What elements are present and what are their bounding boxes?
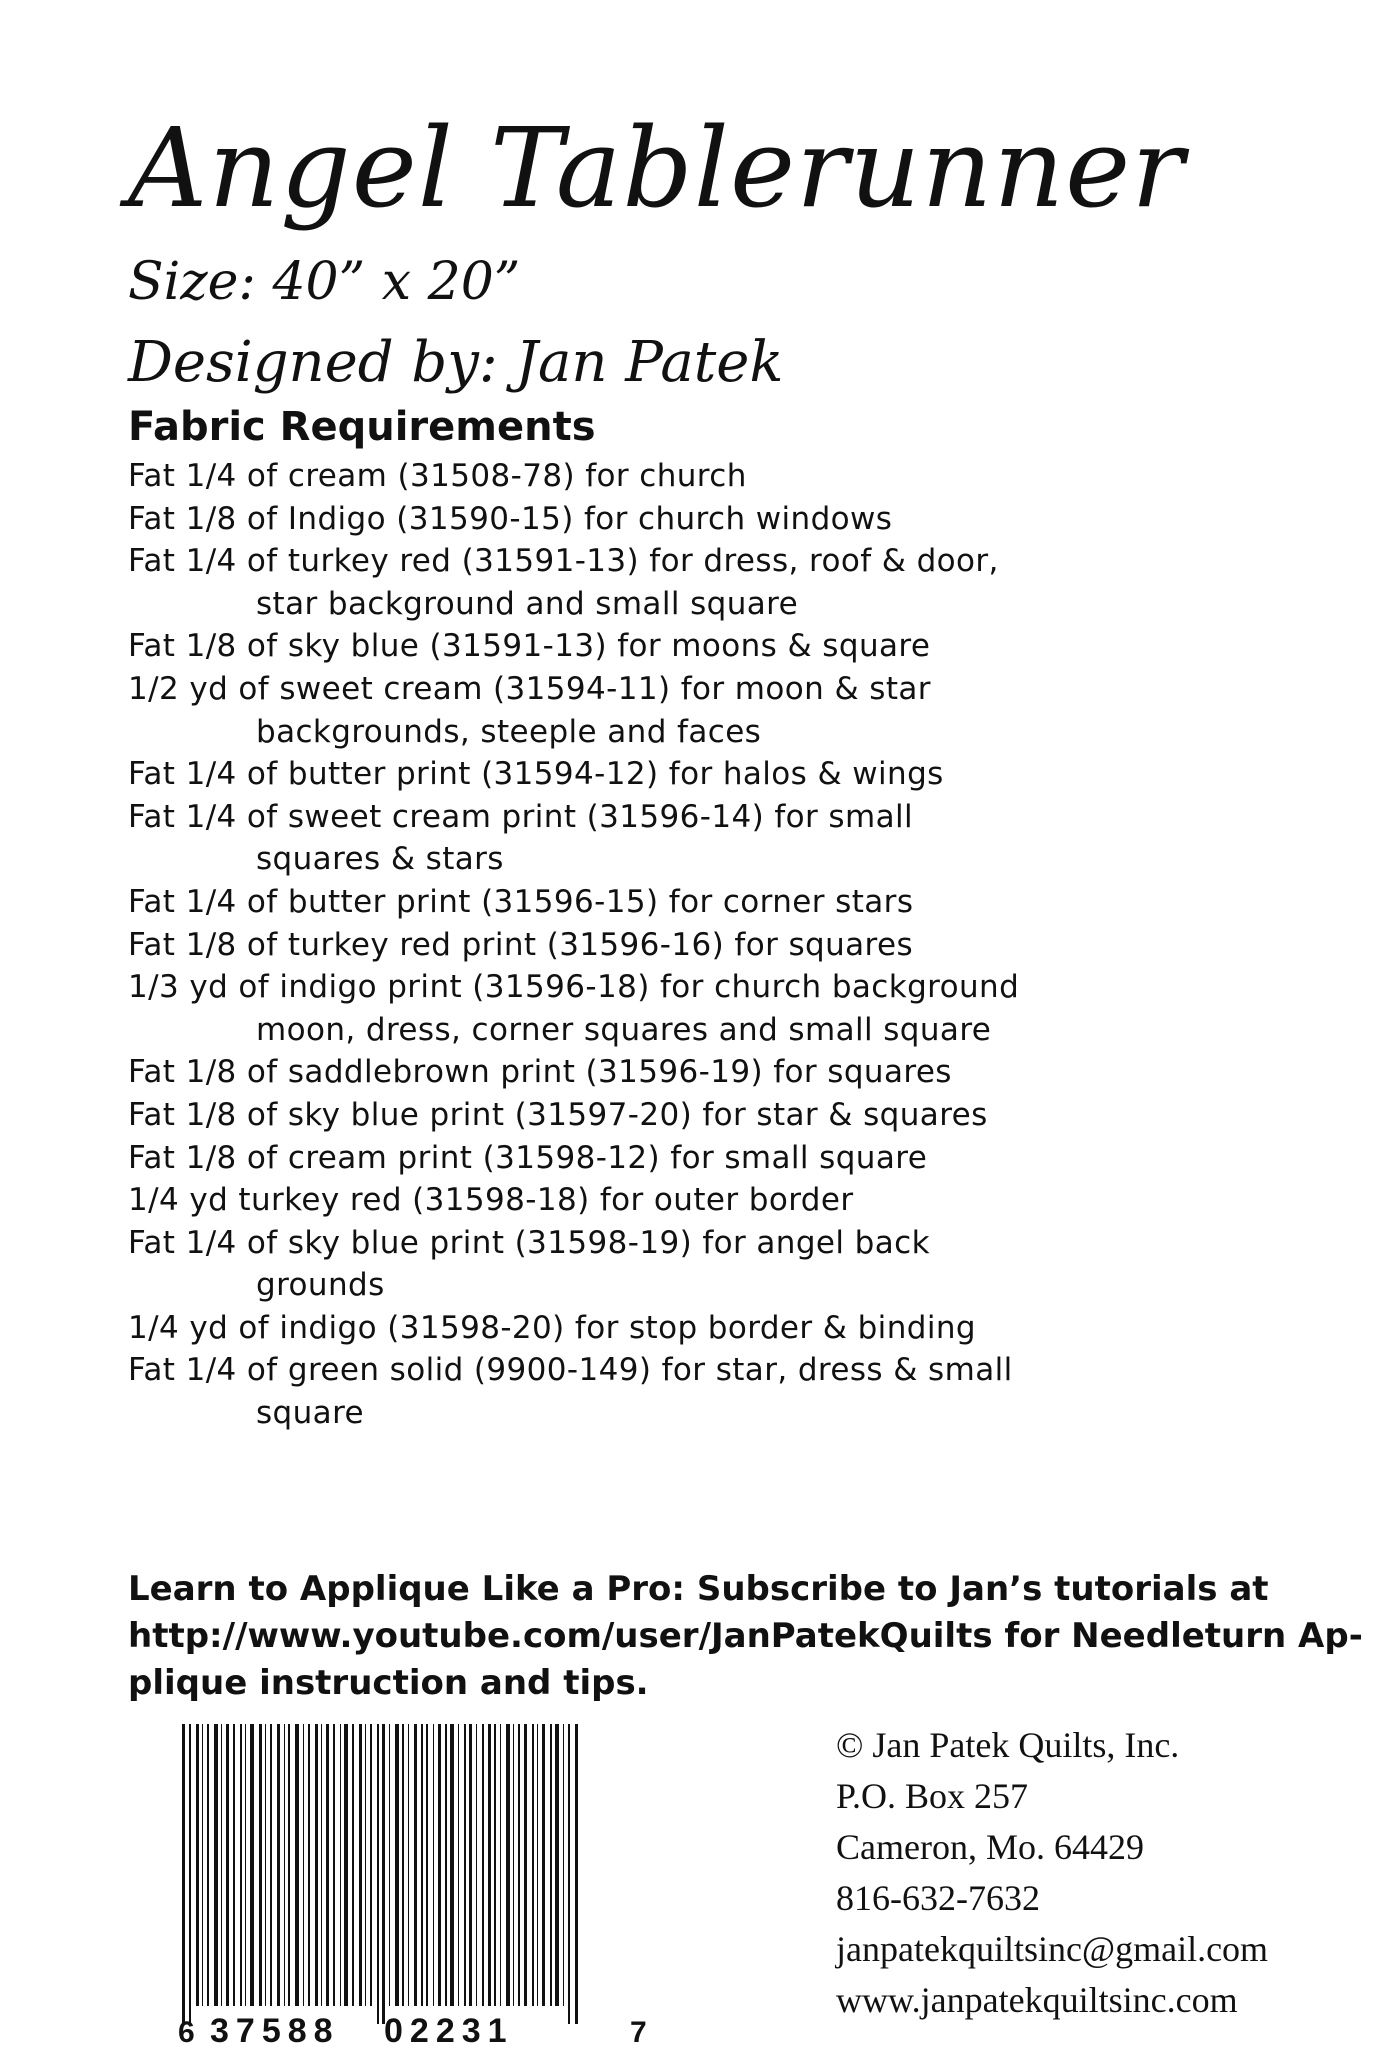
fabric-requirement-text: 1/4 yd of indigo (31598-20) for stop border & binding xyxy=(128,1309,976,1346)
fabric-requirement-item xyxy=(128,498,1019,541)
fabric-requirement-item xyxy=(128,924,1019,967)
fabric-requirement-text: Fat 1/8 of Indigo (31590-15) for church windows xyxy=(128,500,893,537)
barcode-bar xyxy=(488,1724,491,2006)
barcode-bar xyxy=(207,1724,209,2006)
barcode-bar xyxy=(196,1724,199,2006)
fabric-requirement-item xyxy=(128,1179,1019,1222)
barcode-bar xyxy=(265,1724,266,2006)
fabric-requirement-text: Fat 1/8 of saddlebrown print (31596-19) for squares xyxy=(128,1054,952,1091)
barcode-bar xyxy=(202,1724,203,2006)
barcode-bar xyxy=(365,1724,366,2006)
fabric-requirement-text: Fat 1/8 of sky blue (31591-13) for moons & square xyxy=(128,628,931,665)
barcode-bar xyxy=(395,1724,399,2006)
tutorial-notice-line: plique instruction and tips. xyxy=(128,1663,649,1703)
barcode-bar xyxy=(189,1724,191,2024)
fabric-requirement-item xyxy=(128,455,1019,498)
pattern-designer: Designed by: Jan Patek xyxy=(128,330,784,395)
barcode-bar xyxy=(240,1724,242,2006)
barcode-bar xyxy=(250,1724,254,2006)
barcode-bar xyxy=(464,1724,466,2006)
barcode-bar xyxy=(288,1724,290,2006)
barcode-bar xyxy=(568,1724,570,2024)
barcode-bar xyxy=(382,1724,385,2024)
barcode-bar xyxy=(284,1724,285,2006)
barcode-bar xyxy=(340,1724,341,2006)
fabric-requirement-item xyxy=(128,1222,1019,1307)
fabric-requirement-item xyxy=(128,1307,1019,1350)
barcode-bar xyxy=(476,1724,477,2006)
barcode-bar xyxy=(270,1724,272,2006)
pattern-title: Angel Tablerunner xyxy=(128,104,1185,232)
barcode-bar xyxy=(370,1724,372,2006)
barcode-bar xyxy=(352,1724,354,2006)
fabric-requirement-text: Fat 1/8 of sky blue print (31597-20) for star & squares xyxy=(128,1096,988,1133)
barcode-bar xyxy=(182,1724,185,2024)
barcode-digit-last: 7 xyxy=(630,2016,647,2048)
fabric-requirement-text: 1/2 yd of sweet cream (31594-11) for moon & star xyxy=(128,670,931,707)
tutorial-notice xyxy=(128,1566,1378,1707)
fabric-requirements-heading: Fabric Requirements xyxy=(128,404,596,450)
barcode-bar xyxy=(494,1724,496,2006)
barcode-bar xyxy=(321,1724,322,2006)
barcode-bar xyxy=(537,1724,538,2006)
barcode-bar xyxy=(277,1724,280,2006)
fabric-requirement-item xyxy=(128,1051,1019,1094)
barcode-graphic xyxy=(178,1724,648,2048)
barcode-bar xyxy=(408,1724,409,2006)
fabric-requirement-item xyxy=(128,1137,1019,1180)
website-line: www.janpatekquiltsinc.com xyxy=(836,1980,1238,2020)
fabric-requirement-continuation: moon, dress, corner squares and small square xyxy=(256,1011,992,1048)
barcode-bar xyxy=(214,1724,218,2006)
publisher-contact xyxy=(836,1720,1268,2026)
barcode-bar xyxy=(295,1724,299,2006)
barcode-bar xyxy=(359,1724,362,2006)
email-line: janpatekquiltsinc@gmail.com xyxy=(836,1929,1269,1969)
barcode-bar xyxy=(445,1724,447,2006)
fabric-requirement-continuation: backgrounds, steeple and faces xyxy=(256,713,762,750)
fabric-requirement-item xyxy=(128,540,1019,625)
phone-line: 816-632-7632 xyxy=(836,1878,1040,1918)
barcode-bar xyxy=(402,1724,404,2006)
upc-barcode xyxy=(178,1724,648,2048)
barcode-bar xyxy=(513,1724,514,2006)
fabric-requirement-text: 1/3 yd of indigo print (31596-18) for church background xyxy=(128,969,1020,1006)
barcode-bar xyxy=(245,1724,246,2006)
fabric-requirement-text: Fat 1/4 of butter print (31594-12) for halos & wings xyxy=(128,756,944,793)
fabric-requirement-item xyxy=(128,881,1019,924)
fabric-requirement-item xyxy=(128,1094,1019,1137)
barcode-bar xyxy=(259,1724,262,2006)
fabric-requirement-text: Fat 1/8 of turkey red print (31596-16) for squares xyxy=(128,926,914,963)
barcode-bar xyxy=(575,1724,578,2024)
barcode-digits-left: 37588 xyxy=(210,2012,340,2048)
fabric-requirement-item xyxy=(128,1349,1019,1434)
barcode-bar xyxy=(469,1724,472,2006)
fabric-requirement-item xyxy=(128,668,1019,753)
tutorial-notice-line: Learn to Applique Like a Pro: Subscribe to Jan’s tutorials at xyxy=(128,1569,1269,1609)
city-line: Cameron, Mo. 64429 xyxy=(836,1827,1144,1867)
fabric-requirements-list xyxy=(128,455,1019,1435)
fabric-requirement-text: 1/4 yd turkey red (31598-18) for outer border xyxy=(128,1182,854,1219)
barcode-bar xyxy=(333,1724,335,2006)
fabric-requirement-text: Fat 1/4 of sky blue print (31598-19) for angel back xyxy=(128,1224,930,1261)
fabric-requirement-text: Fat 1/4 of turkey red (31591-13) for dress, roof & door, xyxy=(128,543,999,580)
tutorial-notice-line: http://www.youtube.com/user/JanPatekQuilts for Needleturn Ap- xyxy=(128,1616,1363,1656)
barcode-bar xyxy=(555,1724,559,2006)
po-box-line: P.O. Box 257 xyxy=(836,1776,1029,1816)
fabric-requirement-continuation: square xyxy=(256,1395,365,1432)
barcode-bar xyxy=(414,1724,417,2006)
copyright-line: © Jan Patek Quilts, Inc. xyxy=(836,1725,1180,1765)
barcode-bar xyxy=(518,1724,520,2006)
barcode-bar xyxy=(450,1724,454,2006)
barcode-bar xyxy=(438,1724,441,2006)
barcode-bar xyxy=(542,1724,545,2006)
fabric-requirement-continuation: grounds xyxy=(256,1267,385,1304)
fabric-requirement-item xyxy=(128,625,1019,668)
barcode-bar xyxy=(226,1724,229,2006)
barcode-bar xyxy=(326,1724,329,2006)
fabric-requirement-text: Fat 1/4 of sweet cream print (31596-14) for small xyxy=(128,798,913,835)
fabric-requirement-text: Fat 1/4 of green solid (9900-149) for star, dress & small xyxy=(128,1352,1013,1389)
barcode-bar xyxy=(532,1724,534,2006)
barcode-bar xyxy=(377,1724,379,2024)
barcode-bar xyxy=(421,1724,423,2006)
fabric-requirement-item xyxy=(128,966,1019,1051)
barcode-bar xyxy=(426,1724,428,2006)
barcode-bar xyxy=(482,1724,484,2006)
barcode-bar xyxy=(303,1724,304,2006)
fabric-requirement-item xyxy=(128,796,1019,881)
fabric-requirement-continuation: squares & stars xyxy=(256,841,504,878)
barcode-bar xyxy=(233,1724,235,2006)
barcode-bar xyxy=(563,1724,564,2006)
barcode-bar xyxy=(524,1724,527,2006)
barcode-bar xyxy=(550,1724,552,2006)
barcode-bar xyxy=(506,1724,510,2006)
fabric-requirement-item xyxy=(128,753,1019,796)
barcode-digits-right: 02231 xyxy=(384,2012,514,2048)
barcode-bar xyxy=(315,1724,318,2006)
fabric-requirement-text: Fat 1/8 of cream print (31598-12) for small square xyxy=(128,1139,928,1176)
barcode-bar xyxy=(389,1724,390,2006)
pattern-size: Size: 40” x 20” xyxy=(128,252,521,312)
barcode-bar xyxy=(500,1724,501,2006)
fabric-requirement-continuation: star background and small square xyxy=(256,585,799,622)
barcode-digit-first: 6 xyxy=(178,2016,195,2048)
fabric-requirement-text: Fat 1/4 of butter print (31596-15) for corner stars xyxy=(128,883,914,920)
barcode-bar xyxy=(344,1724,348,2006)
barcode-bar xyxy=(308,1724,310,2006)
fabric-requirement-text: Fat 1/4 of cream (31508-78) for church xyxy=(128,458,747,494)
barcode-bar xyxy=(221,1724,222,2006)
barcode-bar xyxy=(433,1724,434,2006)
barcode-bar xyxy=(458,1724,459,2006)
